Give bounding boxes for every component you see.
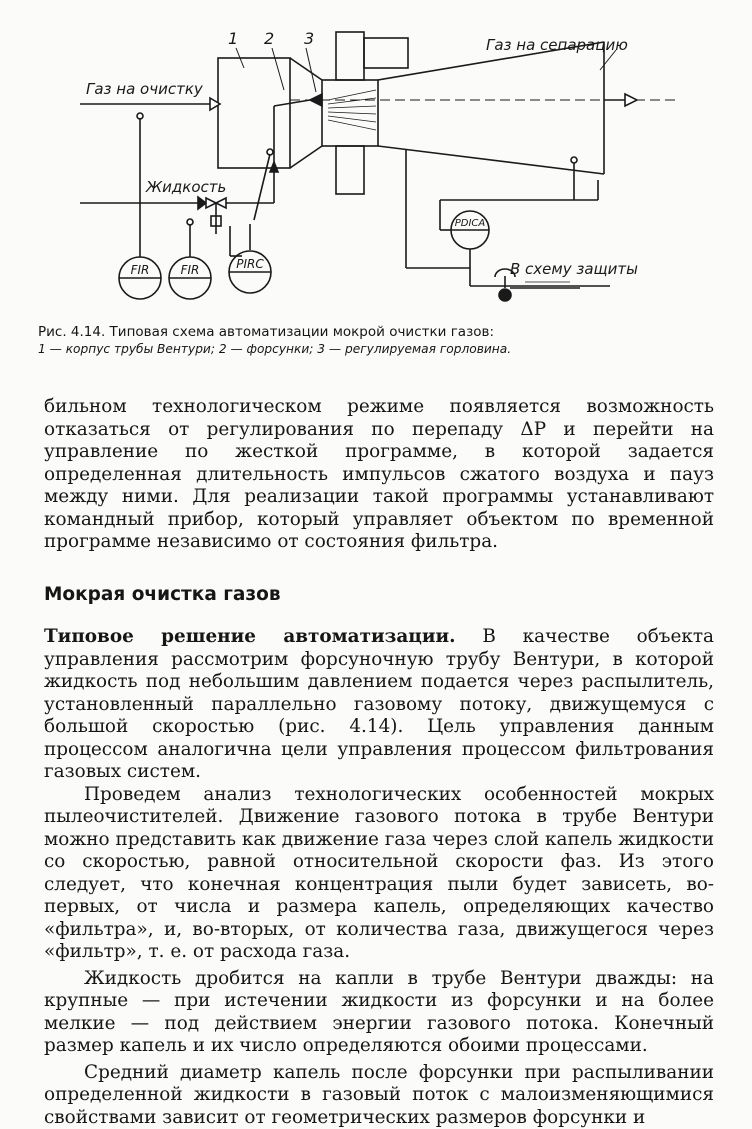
label-gas-out: Газ на сепарацию [486, 36, 628, 54]
caption-legend: 1 — корпус трубы Вентури; 2 — форсунки; 3 — регулируемая горловина. [38, 341, 728, 358]
paragraph-1-body: В качестве объекта управления рассмотрим форсуночную трубу Вентури, в которой жидкость под небольшим давлением подается через распылитель, установленный параллельно газовому потоку, движущемуся с большой скоростью (рис. 4.14). Цель управления данным процессом аналогична цели управления процессом фильтрования газовых систем. [44, 626, 714, 782]
instrument-pdica [451, 211, 489, 249]
label-protection: В схему защиты [510, 260, 638, 278]
paragraph-1 [44, 626, 714, 784]
callout-2: 2 [264, 29, 274, 48]
paragraph-continued: бильном технологическом режиме появляется возможность отказаться от регулирования по перепаду ΔP и перейти на управление по жесткой программе, в которой задается определенная длительность импульсов сжатого воздуха и пауз между ними. Для реализации такой программы устанавливают командный прибор, который управляет объектом по временной программе независимо от состояния фильтра. [44, 396, 714, 554]
paragraph-3: Жидкость дробится на капли в трубе Вентури дважды: на крупные — при истечении жидкости из форсунки и на более мелкие — под действием энергии газового потока. Конечный размер капель и их число определяются обоими процессами. [44, 968, 714, 1058]
section-heading: Мокрая очистка газов [44, 584, 281, 605]
instrument-pirc-label: PIRC [236, 257, 264, 271]
text-block-top [44, 396, 714, 554]
paragraph-2: Проведем анализ технологических особенностей мокрых пылеочистителей. Движение газового потока в трубе Вентури можно представить как движение газа через слой капель жидкости со скоростью, равной относительной скорости фаз. Из этого следует, что конечная концентрация пыли будет зависеть, во-первых, от числа и размера капель, определяющих качество «фильтра», и, во-вторых, от количества газа, движущегося через «фильтр», т. е. от расхода газа. [44, 784, 714, 964]
spray-lines [328, 90, 376, 130]
throat-actuator-top [336, 32, 364, 80]
venturi-automation-diagram [40, 20, 720, 320]
figure-caption [38, 324, 728, 358]
instrument-fir-2-label: FIR [181, 263, 200, 277]
instrument-pdica-label: PDICA [455, 218, 486, 229]
run-in-heading: Типовое решение автоматизации. [44, 626, 456, 647]
nozzle [310, 94, 322, 106]
paragraph-4: Средний диаметр капель после форсунки при распыливании определенной жидкости в газовый поток с малоизменяющимися свойствами зависит от геометрических размеров форсунки и [44, 1062, 714, 1129]
text-block-main [44, 626, 714, 1129]
callout-1: 1 [228, 29, 238, 48]
throat-actuator-bottom [336, 146, 364, 194]
label-liquid: Жидкость [145, 178, 226, 196]
caption-title: Рис. 4.14. Типовая схема автоматизации мокрой очистки газов: [38, 324, 728, 341]
callout-3: 3 [304, 29, 314, 48]
instrument-fir-1-label: FIR [131, 263, 150, 277]
label-gas-in: Газ на очистку [86, 80, 204, 98]
